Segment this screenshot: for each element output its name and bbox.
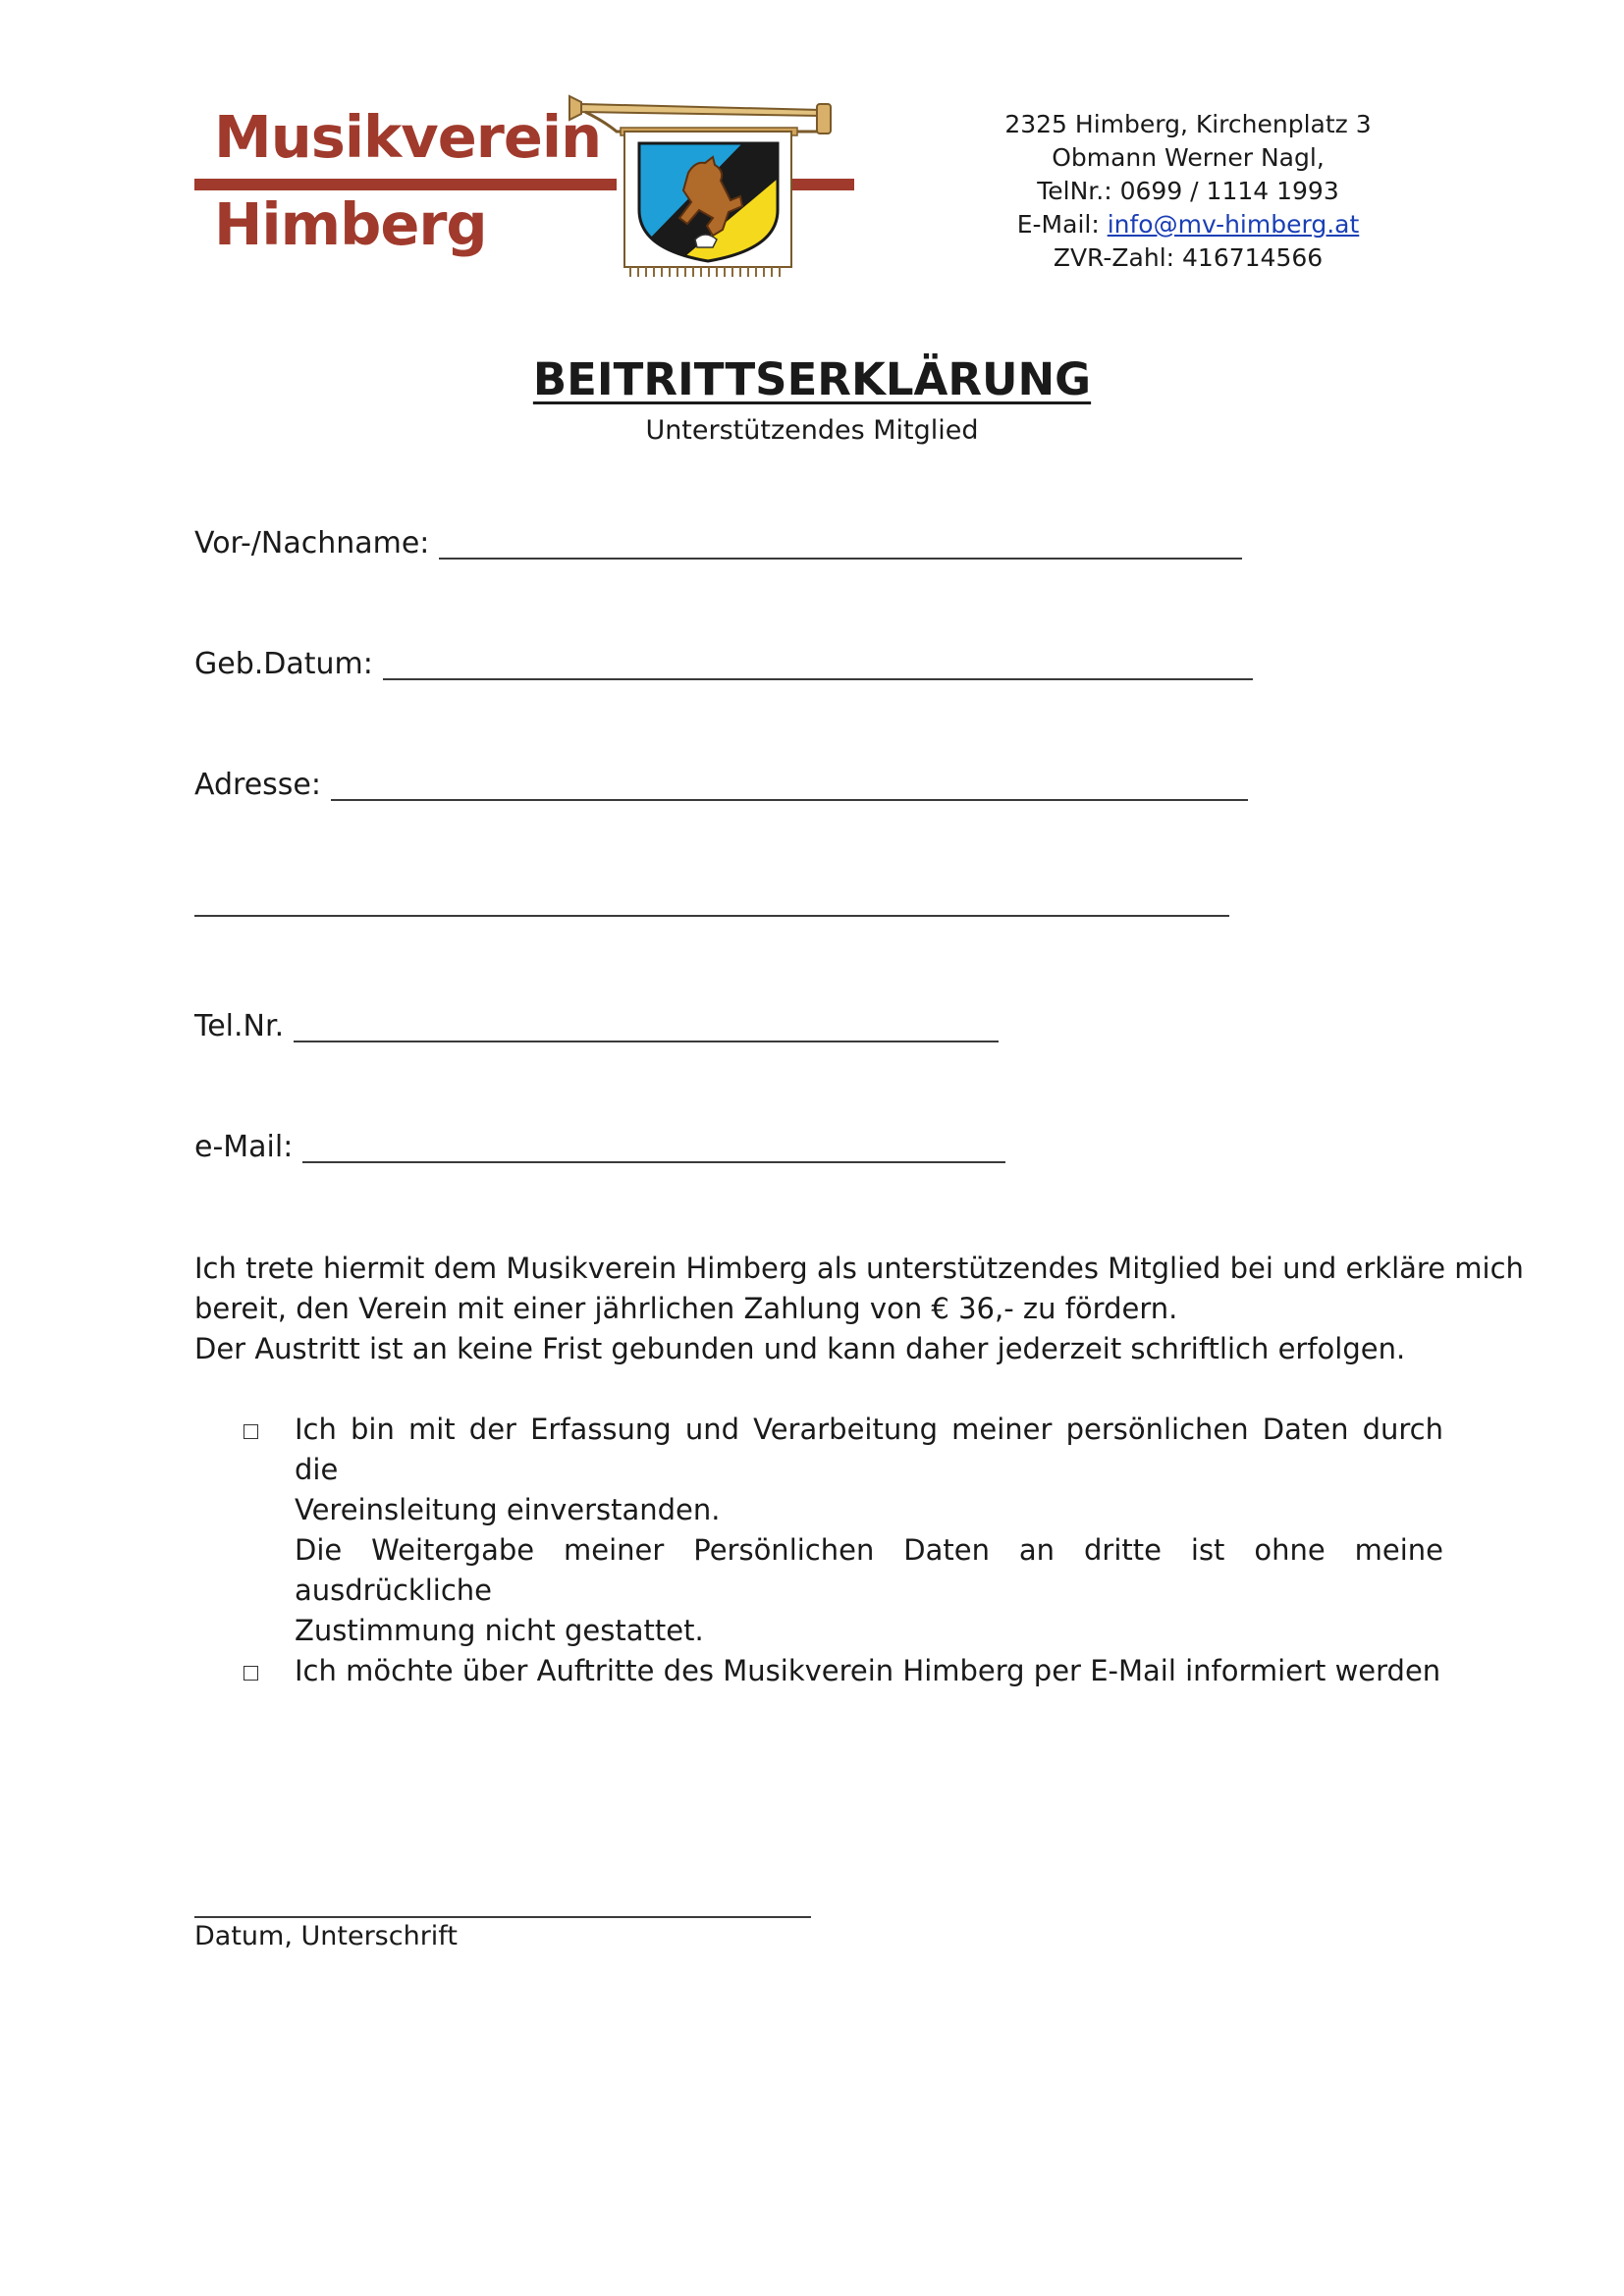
declaration-line-3: Der Austritt ist an keine Frist gebunden und kann daher jederzeit schriftlich erfolgen.	[194, 1332, 1406, 1365]
address-chairman: Obmann Werner Nagl,	[1052, 143, 1325, 172]
page-subtitle: Unterstützendes Mitglied	[645, 415, 979, 446]
address-email-label: E-Mail:	[1016, 210, 1108, 239]
banner-fringe	[630, 267, 780, 277]
logo-word-musikverein: Musikverein	[214, 103, 602, 171]
logo-word-himberg: Himberg	[214, 190, 487, 258]
page-title: BEITRITTSERKLÄRUNG	[532, 353, 1092, 405]
address-second-input-line[interactable]	[194, 915, 1229, 917]
email-label: e-Mail:	[194, 1130, 294, 1164]
consent-line-4: Zustimmung nicht gestattet.	[295, 1614, 704, 1647]
logo-bar-right	[791, 179, 854, 190]
name-label: Vor-/Nachname:	[194, 526, 430, 561]
address-field[interactable]	[194, 766, 1248, 805]
address-zvr: ZVR-Zahl: 416714566	[1053, 243, 1324, 272]
address-email-row	[982, 208, 1394, 241]
email-link[interactable]: info@mv-himberg.at	[1107, 210, 1360, 239]
newsletter-checkbox[interactable]	[244, 1666, 258, 1681]
address-label: Adresse:	[194, 768, 321, 802]
consent-text	[295, 1410, 1443, 1651]
newsletter-text: Ich möchte über Auftritte des Musikverein Himberg per E-Mail informiert werden	[295, 1654, 1441, 1687]
consent-line-1: Ich bin mit der Erfassung und Verarbeitung meiner persönlichen Daten durch die	[295, 1413, 1443, 1486]
contact-address-block	[982, 108, 1394, 275]
birthdate-field[interactable]	[194, 645, 1253, 684]
declaration-line-2: bereit, den Verein mit einer jährlichen Zahlung von € 36,- zu fördern.	[194, 1292, 1178, 1325]
consent-line-2: Vereinsleitung einverstanden.	[295, 1493, 721, 1526]
email-input-line[interactable]	[302, 1132, 1005, 1163]
consent-checkbox[interactable]	[244, 1424, 258, 1439]
phone-input-line[interactable]	[294, 1011, 999, 1042]
phone-field[interactable]	[194, 1007, 999, 1046]
consent-option[interactable]	[244, 1410, 1443, 1647]
birthdate-input-line[interactable]	[383, 649, 1253, 680]
name-field[interactable]	[194, 524, 1242, 563]
declaration-paragraph	[194, 1249, 1524, 1369]
musikverein-logo	[192, 92, 856, 279]
logo-bar-left	[194, 179, 617, 190]
phone-label: Tel.Nr.	[194, 1009, 285, 1043]
address-street: 2325 Himberg, Kirchenplatz 3	[1004, 110, 1372, 138]
email-field[interactable]	[194, 1128, 1005, 1167]
consent-line-3: Die Weitergabe meiner Persönlichen Daten an dritte ist ohne meine ausdrückliche	[295, 1533, 1443, 1607]
address-phone: TelNr.: 0699 / 1114 1993	[1037, 177, 1339, 205]
address-input-line[interactable]	[331, 770, 1248, 801]
trumpet-icon	[569, 96, 831, 135]
name-input-line[interactable]	[439, 528, 1242, 560]
signature-label: Datum, Unterschrift	[194, 1921, 458, 1951]
signature-line[interactable]	[194, 1916, 811, 1918]
newsletter-option[interactable]	[244, 1651, 1443, 1694]
birthdate-label: Geb.Datum:	[194, 647, 373, 681]
declaration-line-1: Ich trete hiermit dem Musikverein Himberg als unterstützendes Mitglied bei und erkläre mich	[194, 1252, 1524, 1285]
